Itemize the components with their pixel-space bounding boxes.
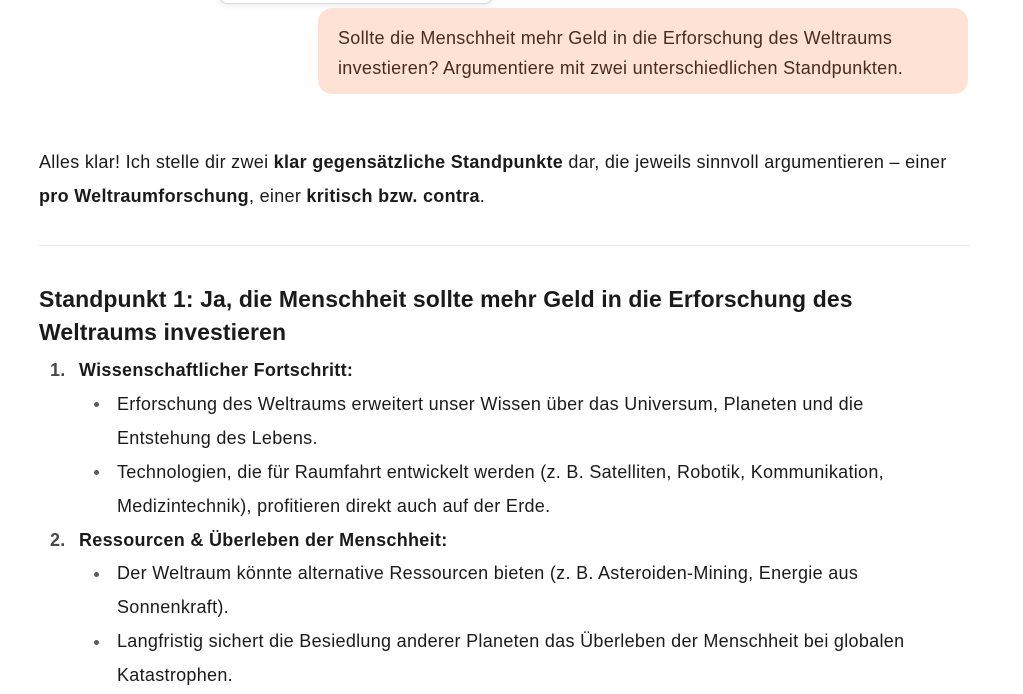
bullet-item [117,625,950,693]
section-divider [39,245,970,246]
bullet-marker [94,572,99,577]
argument-title: Wissenschaftlicher Fortschritt: [79,360,354,380]
intro-text: Alles klar! Ich stelle dir zwei [39,152,274,172]
bullet-marker [94,402,99,407]
bullet-marker [94,470,99,475]
bullet-text: Technologien, die für Raumfahrt entwickelt werden (z. B. Satelliten, Robotik, Kommunikation, Medizintechnik), profitieren direkt auch auf der Erde. [117,461,884,516]
argument-number: 1. [50,360,66,380]
bullet-text: Der Weltraum könnte alternative Ressourcen bieten (z. B. Asteroiden-Mining, Energie aus Sonnenkraft). [117,563,859,618]
assistant-message [39,145,970,693]
bullet-text: Erforschung des Weltraums erweitert unser Wissen über das Universum, Planeten und die Entstehung des Lebens. [117,393,864,448]
intro-emphasis: kritisch bzw. contra [306,186,480,206]
argument-title: Ressourcen & Überleben der Menschheit: [79,529,448,550]
top-overlay-edge [218,0,494,4]
user-message-bubble [318,8,968,94]
argument-item [39,524,950,694]
argument-bullets [117,388,950,524]
intro-emphasis: klar gegensätzliche Standpunkte [273,152,564,172]
argument-number: 2. [50,529,66,550]
intro-text: . [479,186,486,206]
intro-emphasis: pro Weltraumforschung [39,186,249,206]
bullet-item [117,388,950,456]
bullet-item [117,557,950,625]
intro-text: dar, die jeweils sinnvoll argumentieren – einer [563,152,947,172]
argument-bullets [117,557,950,693]
bullet-marker [94,640,99,645]
bullet-item [117,456,950,524]
intro-text: , einer [248,186,307,206]
user-message [39,8,968,94]
argument-item [39,354,950,524]
section-heading: Standpunkt 1: Ja, die Menschheit sollte mehr Geld in die Erforschung des Weltraums investieren [39,286,853,345]
user-message-text: Sollte die Menschheit mehr Geld in die Erforschung des Weltraums investieren? Argumentiere mit zwei unterschiedlichen Standpunkten. [338,28,904,78]
argument-list [39,354,950,693]
bullet-text: Langfristig sichert die Besiedlung anderer Planeten das Überleben der Menschheit bei globalen Katastrophen. [117,631,905,686]
assistant-intro-paragraph [39,145,970,213]
